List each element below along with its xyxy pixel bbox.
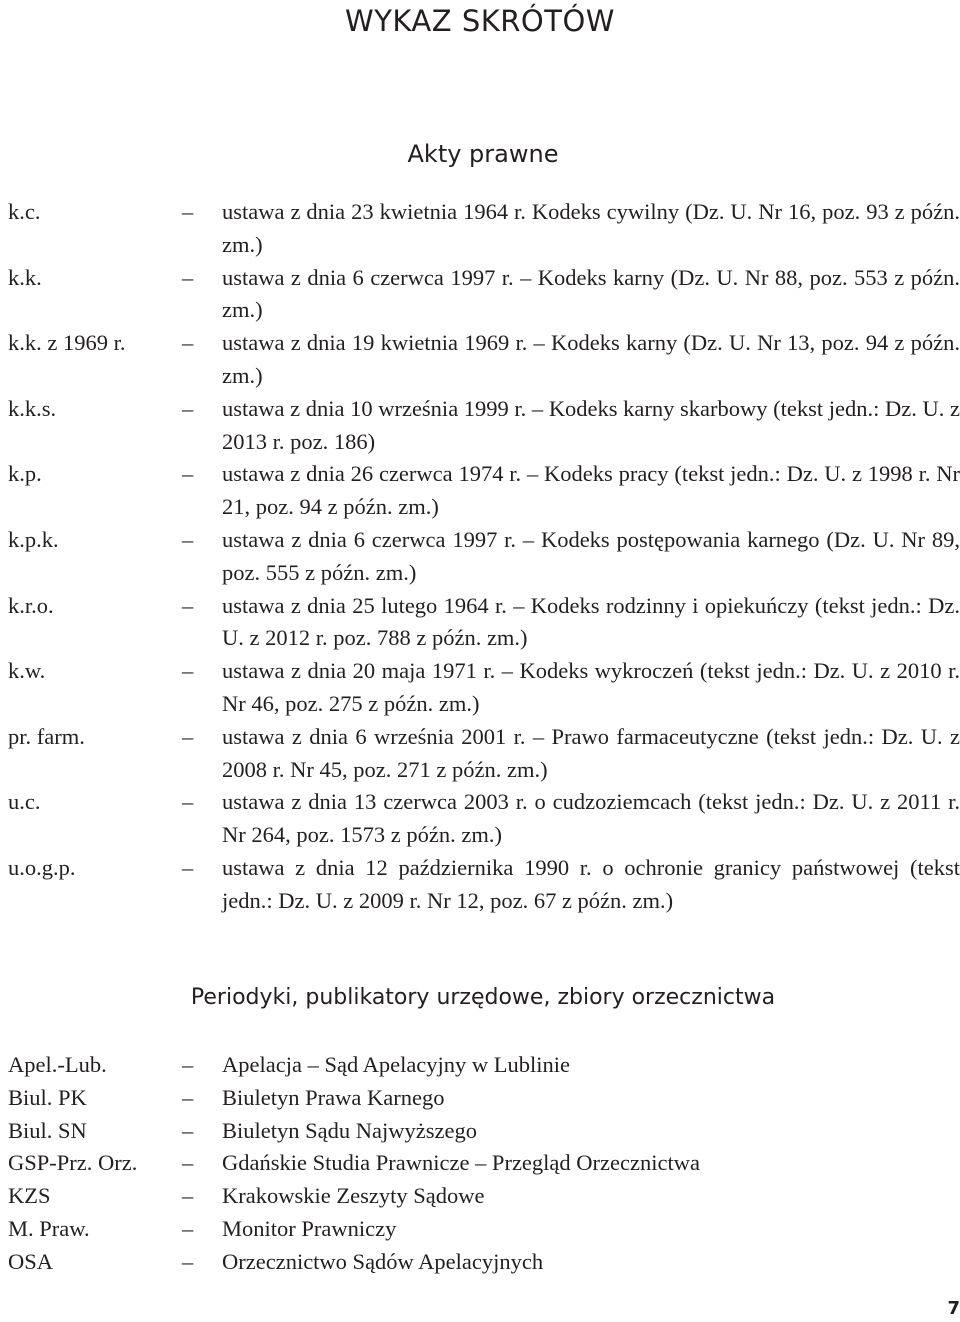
list-item — [8, 655, 960, 721]
definition: Biuletyn Sądu Najwyższego — [222, 1117, 477, 1143]
abbreviation: Biul. PK — [8, 1084, 87, 1110]
definition: ustawa z dnia 20 maja 1971 r. – Kodeks wykroczeń (tekst jedn.: Dz. U. z 2010 r. Nr 46, poz. 275 z późn. zm.) — [222, 658, 960, 716]
list-item — [8, 393, 960, 459]
abbreviation: k.k. z 1969 r. — [8, 330, 126, 356]
dash-separator: – — [182, 1084, 194, 1110]
dash-separator: – — [182, 461, 194, 487]
dash-separator: – — [182, 330, 194, 356]
list-item — [8, 262, 960, 328]
list-item — [8, 1246, 960, 1279]
abbreviation: OSA — [8, 1248, 54, 1274]
list-item — [8, 458, 960, 524]
list-item — [8, 721, 960, 787]
list-item — [8, 327, 960, 393]
definition: ustawa z dnia 6 czerwca 1997 r. – Kodeks postępowania karnego (Dz. U. Nr 89, poz. 555 z późn. zm.) — [222, 526, 960, 585]
list-item — [8, 1180, 960, 1213]
abbreviation: Apel.-Lub. — [8, 1052, 107, 1077]
abbreviation: k.k. — [8, 264, 42, 290]
dash-separator: – — [182, 658, 194, 684]
definition: ustawa z dnia 25 lutego 1964 r. – Kodeks rodzinny i opiekuńczy (tekst jedn.: Dz. U. z 2012 r. poz. 788 z późn. zm.) — [222, 592, 960, 651]
definition: ustawa z dnia 26 czerwca 1974 r. – Kodeks pracy (tekst jedn.: Dz. U. z 1998 r. Nr 21, poz. 94 z późn. zm.) — [222, 461, 960, 520]
definition: ustawa z dnia 10 września 1999 r. – Kodeks karny skarbowy (tekst jedn.: Dz. U. z 2013 r. poz. 186) — [222, 395, 960, 454]
dash-separator: – — [182, 526, 194, 552]
dash-separator: – — [182, 723, 194, 749]
dash-separator: – — [182, 854, 194, 880]
dash-separator: – — [182, 1052, 194, 1077]
abbreviation: pr. farm. — [8, 723, 85, 749]
definition: Gdańskie Studia Prawnicze – Przegląd Orzecznictwa — [222, 1150, 700, 1176]
list-item — [8, 196, 960, 262]
definition: Biuletyn Prawa Karnego — [222, 1084, 445, 1110]
abbreviation: k.r.o. — [8, 592, 54, 618]
dash-separator: – — [182, 199, 194, 224]
definition: Apelacja – Sąd Apelacyjny w Lublinie — [222, 1052, 571, 1077]
list-item — [8, 524, 960, 590]
abbreviation: k.p. — [8, 461, 42, 487]
list-item — [8, 1049, 960, 1082]
dash-separator: – — [182, 592, 194, 618]
list-item — [8, 852, 960, 918]
section-title-akty-prawne: Akty prawne — [407, 140, 559, 168]
list-item — [8, 1115, 960, 1148]
abbreviation: u.c. — [8, 789, 41, 815]
abbreviation-list-periodyki — [8, 1049, 960, 1279]
dash-separator: – — [182, 1117, 194, 1143]
definition: ustawa z dnia 12 października 1990 r. o ochronie granicy państwowej (tekst jedn.: Dz. U. z 2009 r. Nr 12, poz. 67 z późn. zm.) — [222, 854, 960, 913]
page-number: 7 — [947, 1298, 960, 1319]
dash-separator: – — [182, 1248, 194, 1274]
definition: Orzecznictwo Sądów Apelacyjnych — [222, 1248, 544, 1274]
definition: ustawa z dnia 13 czerwca 2003 r. o cudzoziemcach (tekst jedn.: Dz. U. z 2011 r. Nr 264, poz. 1573 z późn. zm.) — [222, 789, 960, 848]
dash-separator: – — [182, 1183, 194, 1209]
abbreviation: KZS — [8, 1183, 51, 1209]
page-title: WYKAZ SKRÓTÓW — [345, 4, 615, 38]
list-item — [8, 786, 960, 852]
definition: ustawa z dnia 23 kwietnia 1964 r. Kodeks cywilny (Dz. U. Nr 16, poz. 93 z późn. zm.) — [222, 199, 960, 257]
abbreviation-list-akty-prawne — [8, 196, 960, 918]
dash-separator: – — [182, 789, 194, 815]
abbreviation: k.k.s. — [8, 395, 57, 421]
abbreviation: u.o.g.p. — [8, 854, 76, 880]
list-item — [8, 1213, 960, 1246]
dash-separator: – — [182, 264, 194, 290]
abbreviation: Biul. SN — [8, 1117, 87, 1143]
abbreviation: k.p.k. — [8, 526, 59, 552]
dash-separator: – — [182, 1215, 194, 1241]
definition: Krakowskie Zeszyty Sądowe — [222, 1183, 485, 1209]
abbreviation: k.w. — [8, 658, 46, 684]
definition: Monitor Prawniczy — [222, 1215, 397, 1241]
definition: ustawa z dnia 6 września 2001 r. – Prawo farmaceutyczne (tekst jedn.: Dz. U. z 2008 r. Nr 45, poz. 271 z późn. zm.) — [222, 723, 960, 782]
list-item — [8, 590, 960, 656]
definition: ustawa z dnia 19 kwietnia 1969 r. – Kodeks karny (Dz. U. Nr 13, poz. 94 z późn. zm.) — [222, 330, 960, 388]
abbreviation: k.c. — [8, 199, 41, 224]
dash-separator: – — [182, 1150, 194, 1176]
abbreviation: M. Praw. — [8, 1215, 90, 1241]
section-title-periodyki: Periodyki, publikatory urzędowe, zbiory orzecznictwa — [190, 985, 776, 1010]
dash-separator: – — [182, 395, 194, 421]
abbreviation: GSP-Prz. Orz. — [8, 1150, 138, 1176]
list-item — [8, 1082, 960, 1115]
definition: ustawa z dnia 6 czerwca 1997 r. – Kodeks karny (Dz. U. Nr 88, poz. 553 z późn. zm.) — [222, 264, 960, 323]
list-item — [8, 1147, 960, 1180]
